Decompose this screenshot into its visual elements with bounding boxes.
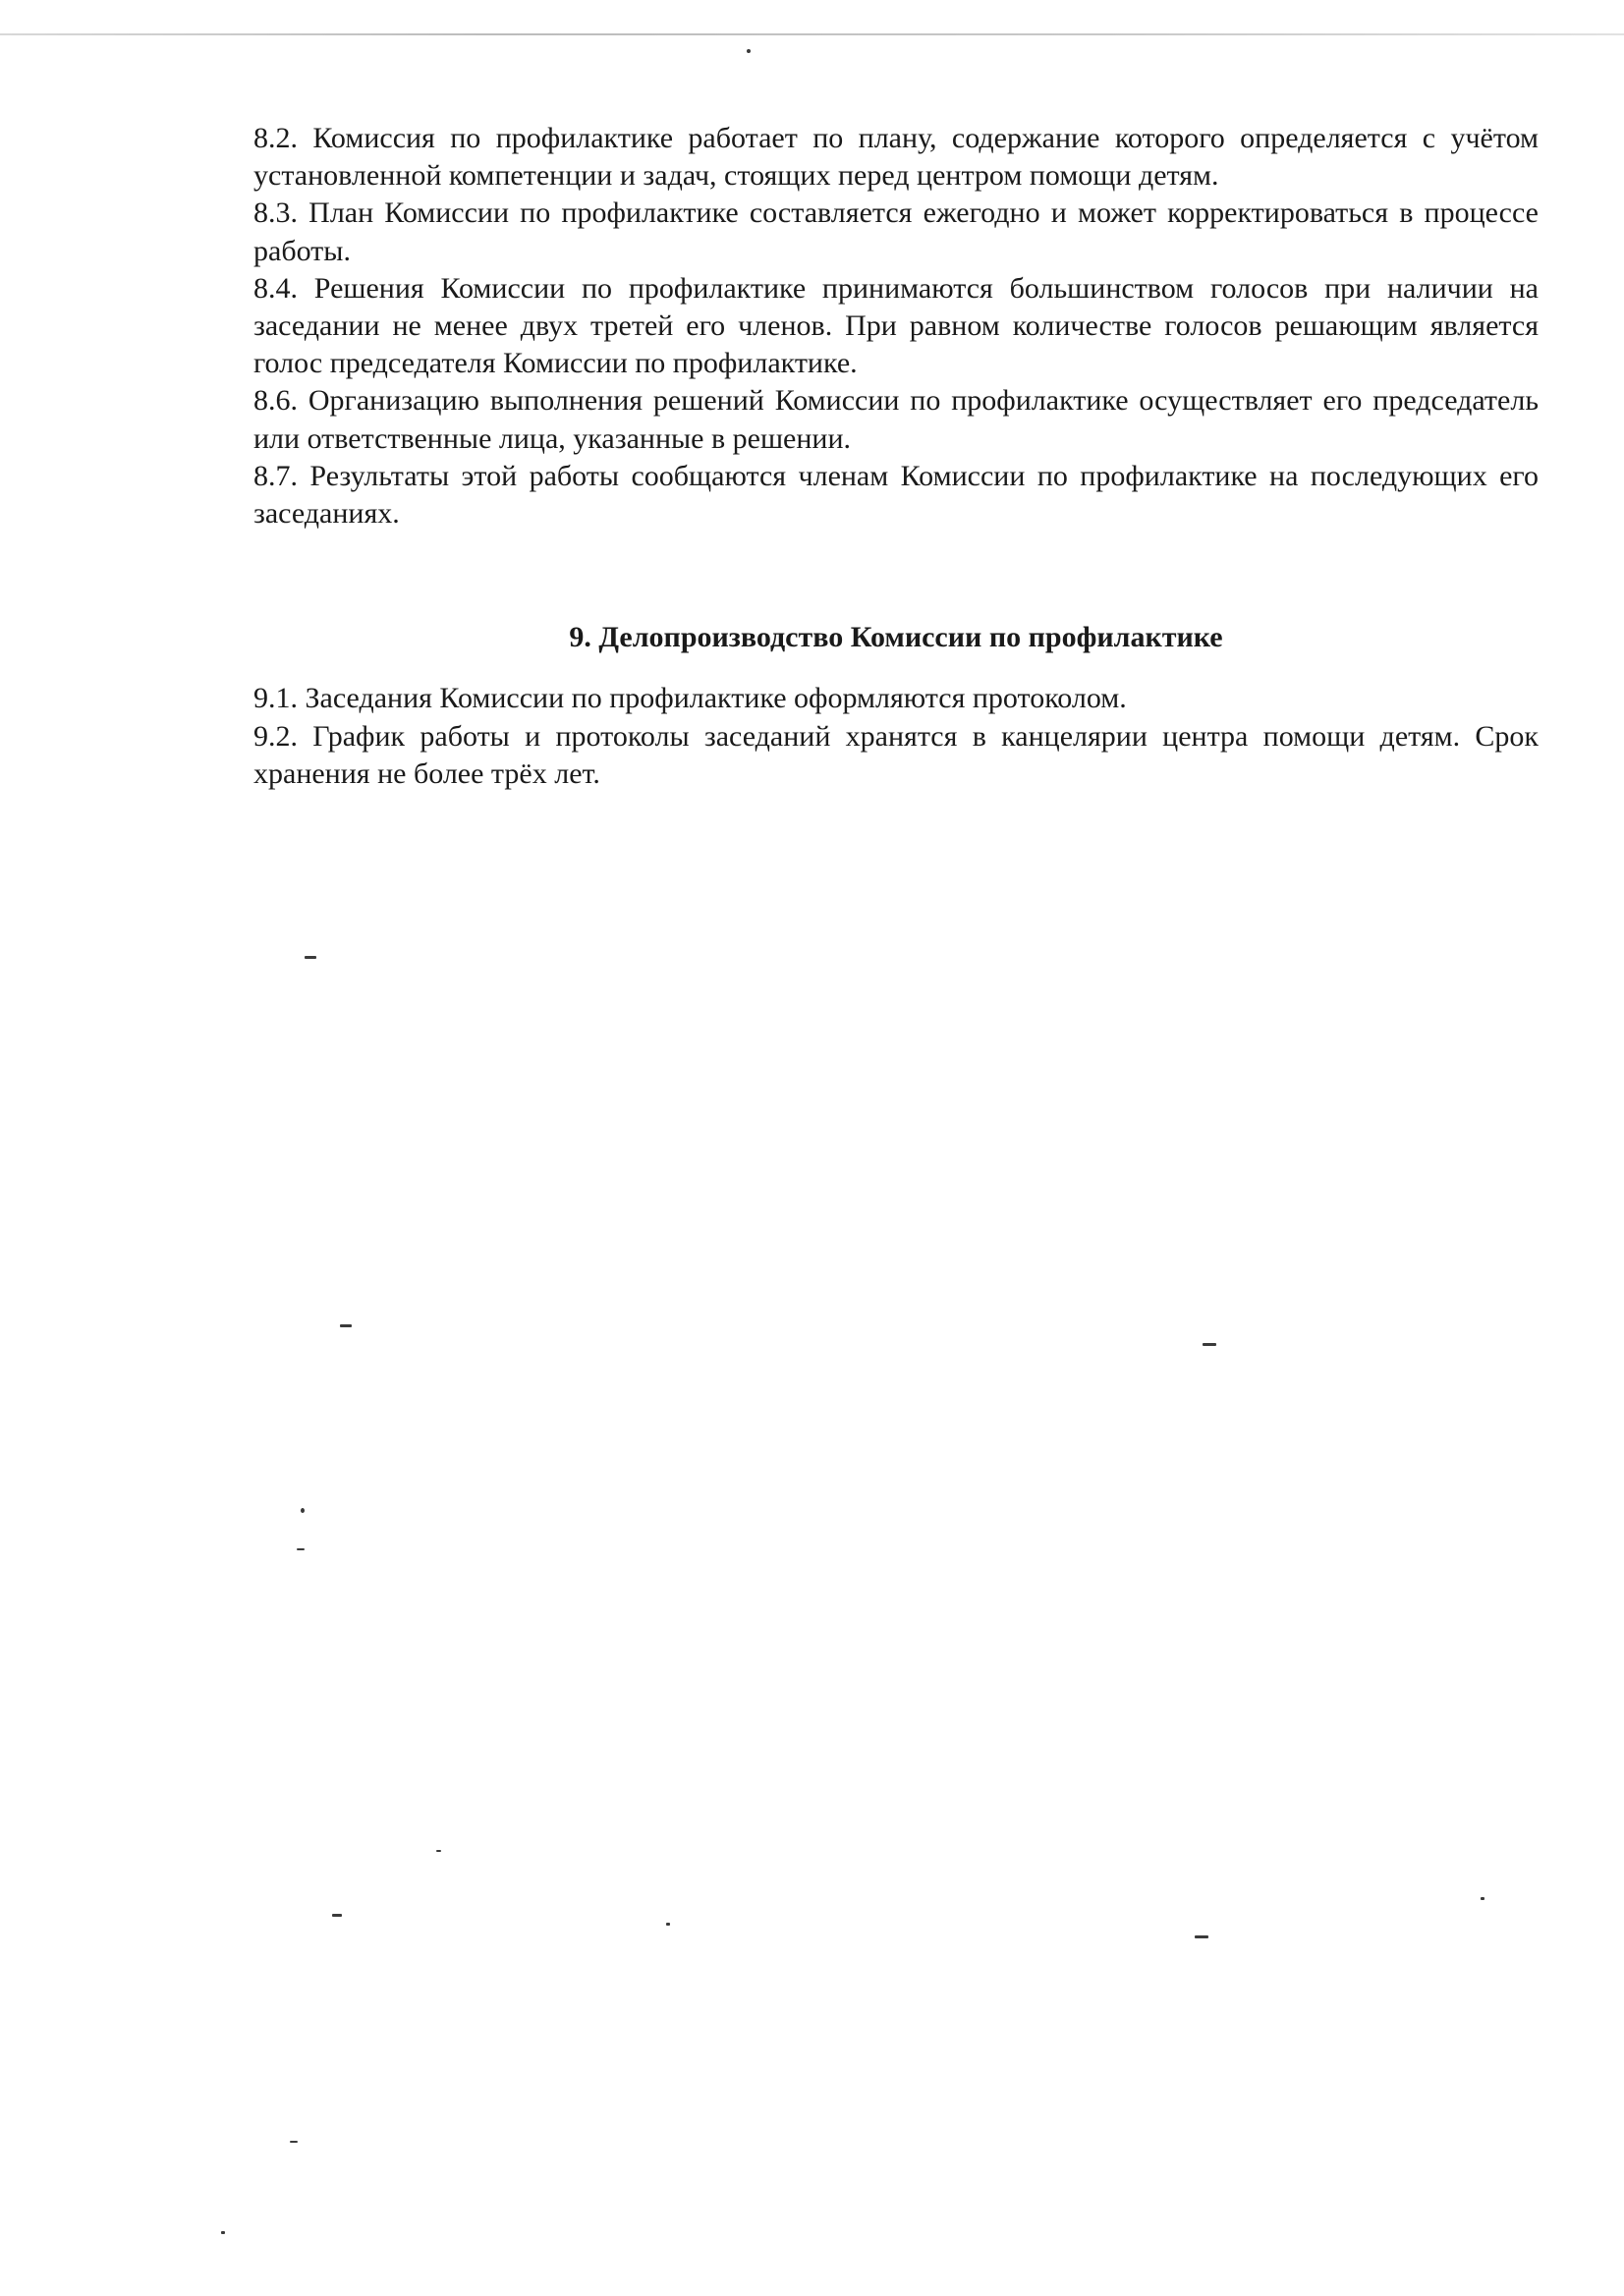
paragraph-8-6: 8.6. Организацию выполнения решений Комиссии по профилактике осуществляет его председатель или ответственные лица, указанные в решении. (253, 384, 1539, 455)
paragraph-8-7: 8.7. Результаты этой работы сообщаются членам Комиссии по профилактике на последующих его заседаниях. (253, 459, 1539, 531)
scan-speck (747, 49, 751, 53)
scan-speck (1481, 1897, 1484, 1900)
paragraph-8-2: 8.2. Комиссия по профилактике работает по плану, содержание которого определяется с учётом установленной компетенции и задач, стоящих перед центром помощи детям. (253, 122, 1539, 193)
paragraph-8-4: 8.4. Решения Комиссии по профилактике принимаются большинством голосов при наличии на заседании не менее двух третей его членов. При равном количестве голосов решающим является голос председателя Комиссии по профилактике. (253, 271, 1539, 380)
scan-speck (290, 2141, 298, 2143)
document-body (253, 120, 1539, 793)
scan-speck (305, 956, 316, 959)
scan-speck (436, 1850, 441, 1852)
scan-speck (221, 2231, 225, 2234)
section-9-title: 9. Делопроизводство Комиссии по профилактике (569, 621, 1223, 654)
scan-speck (297, 1548, 305, 1550)
scan-speck (332, 1914, 342, 1917)
scan-speck (1195, 1935, 1208, 1938)
paragraph-8-3: 8.3. План Комиссии по профилактике составляется ежегодно и может корректироваться в процессе работы. (253, 196, 1539, 267)
scan-top-edge (0, 33, 1624, 35)
scan-speck (301, 1508, 305, 1513)
paragraph-9-1: 9.1. Заседания Комиссии по профилактике оформляются протоколом. (253, 682, 1127, 715)
paragraph-9-2: 9.2. График работы и протоколы заседаний хранятся в канцелярии центра помощи детям. Срок хранения не более трёх лет. (253, 719, 1539, 790)
scan-speck (1203, 1343, 1216, 1346)
scan-speck (340, 1324, 352, 1327)
scan-speck (666, 1923, 670, 1926)
